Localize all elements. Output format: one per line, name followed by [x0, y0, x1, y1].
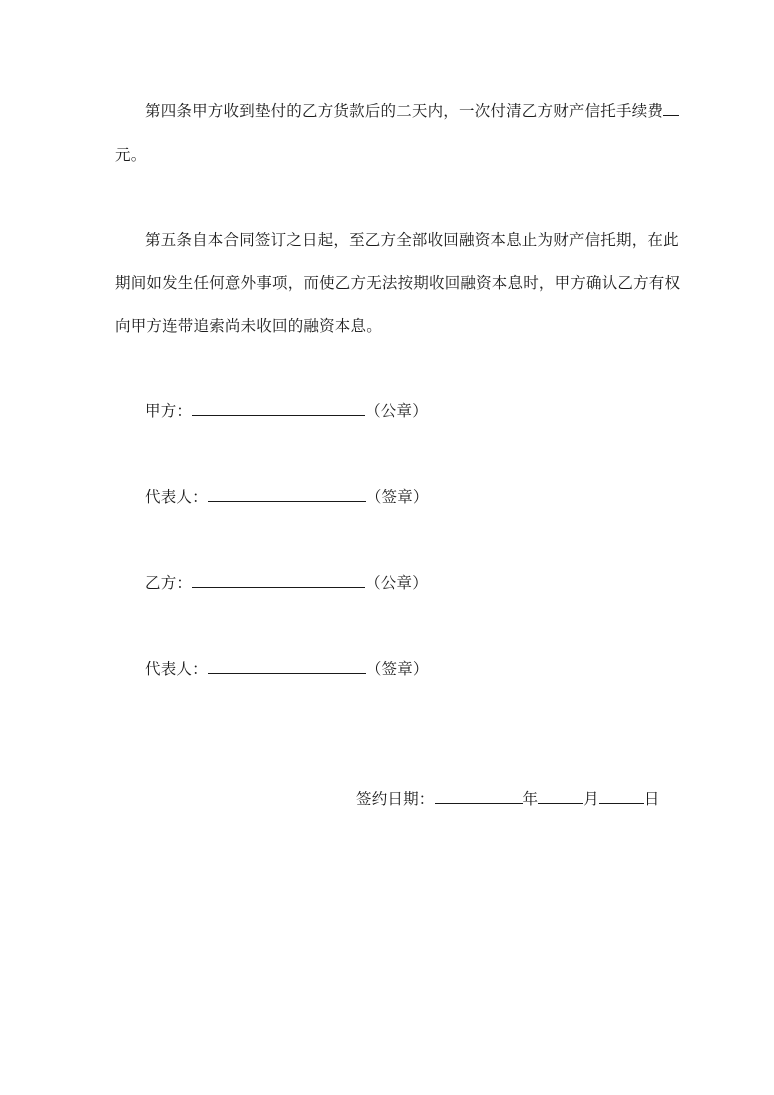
party-b-blank	[192, 573, 365, 588]
article4-line1-text: 第四条甲方收到垫付的乙方货款后的二天内，一次付清乙方财产信托手续费	[145, 102, 664, 120]
sign-date-month: 月	[583, 790, 599, 808]
party-a-signature-row	[145, 401, 428, 421]
rep-b-blank	[208, 659, 366, 674]
article5-line3-text: 向甲方连带追索尚未收回的融资本息。	[115, 317, 382, 335]
article4-line2-text: 元。	[115, 146, 147, 164]
sign-date-month-blank	[538, 789, 583, 804]
party-b-seal-note: （公章）	[365, 574, 428, 592]
rep-a-seal-note: （签章）	[365, 488, 429, 506]
sign-date-year: 年	[522, 790, 539, 808]
rep-a-blank	[208, 487, 366, 502]
sign-date-day: 日	[643, 790, 660, 808]
party-b-label: 乙方：	[145, 574, 193, 592]
party-b-signature-row	[145, 573, 428, 593]
article4-line1	[145, 101, 679, 121]
article5-line2	[115, 273, 680, 293]
sign-date-row	[356, 789, 660, 809]
rep-b-signature-row	[145, 659, 429, 679]
article5-line1	[145, 230, 679, 250]
rep-a-signature-row	[145, 487, 429, 507]
rep-b-label: 代表人：	[145, 660, 208, 678]
sign-date-year-blank	[435, 789, 523, 804]
rep-b-seal-note: （签章）	[365, 660, 429, 678]
party-a-blank	[192, 401, 365, 416]
sign-date-day-blank	[599, 789, 644, 804]
fee-amount-blank	[663, 101, 679, 116]
article4-line2	[115, 145, 146, 165]
article5-line3	[115, 316, 382, 336]
article5-line1-text: 第五条自本合同签订之日起，至乙方全部收回融资本息止为财产信托期，在此	[145, 231, 679, 249]
rep-a-label: 代表人：	[145, 488, 208, 506]
sign-date-label: 签约日期：	[356, 790, 435, 808]
party-a-seal-note: （公章）	[365, 402, 428, 420]
article5-line2-text: 期间如发生任何意外事项，而使乙方无法按期收回融资本息时，甲方确认乙方有权	[115, 274, 681, 292]
party-a-label: 甲方：	[145, 402, 193, 420]
